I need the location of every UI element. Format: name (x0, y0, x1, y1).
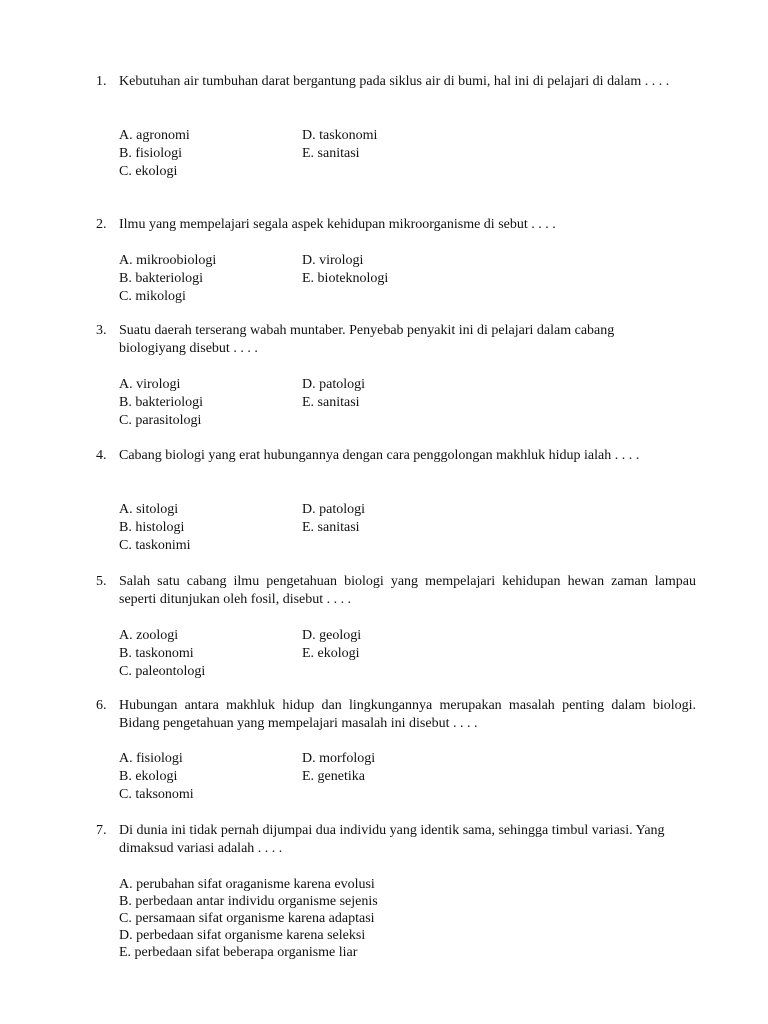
option-a: A. virologi (119, 377, 181, 392)
option-e: E. sanitasi (302, 520, 360, 535)
option-a: A. mikroobiologi (119, 253, 217, 268)
option-b: B. bakteriologi (119, 271, 203, 286)
question-number: 1. (96, 74, 107, 89)
option-c: C. mikologi (119, 289, 186, 304)
option-e: E. sanitasi (302, 395, 360, 410)
question-number: 7. (96, 823, 107, 838)
option-d: D. geologi (302, 628, 362, 643)
option-a: A. sitologi (119, 502, 179, 517)
option-c: C. parasitologi (119, 413, 202, 428)
question-stem: Hubungan antara makhluk hidup dan lingkungannya merupakan masalah penting dalam biologi. Bidang pengetahuan yang mempelajari masalah ini disebut . . . . (119, 698, 696, 731)
option-a: A. perubahan sifat oraganisme karena evolusi (119, 877, 375, 892)
option-a: A. zoologi (119, 628, 179, 643)
option-b: B. taskonomi (119, 646, 194, 661)
option-e: E. bioteknologi (302, 271, 389, 286)
question-stem: Salah satu cabang ilmu pengetahuan biologi yang mempelajari kehidupan hewan zaman lampau seperti ditunjukan oleh fosil, disebut . . . . (119, 574, 696, 607)
option-a: A. fisiologi (119, 751, 183, 766)
option-c: C. taskonimi (119, 538, 191, 553)
question-stem: Ilmu yang mempelajari segala aspek kehidupan mikroorganisme di sebut . . . . (119, 217, 556, 232)
option-d: D. taskonomi (302, 128, 378, 143)
option-c: C. ekologi (119, 164, 178, 179)
option-e: E. perbedaan sifat beberapa organisme liar (119, 945, 358, 960)
option-a: A. agronomi (119, 128, 190, 143)
question-number: 3. (96, 323, 107, 338)
option-d: D. virologi (302, 253, 364, 268)
option-d: D. patologi (302, 377, 365, 392)
option-e: E. ekologi (302, 646, 360, 661)
question-stem: Suatu daerah terserang wabah muntaber. Penyebab penyakit ini di pelajari dalam cabang biologiyang disebut . . . . (119, 323, 615, 356)
option-e: E. genetika (302, 769, 365, 784)
option-b: B. histologi (119, 520, 185, 535)
option-b: B. ekologi (119, 769, 178, 784)
question-stem: Di dunia ini tidak pernah dijumpai dua individu yang identik sama, sehingga timbul variasi. Yang dimaksud variasi adalah . . . . (119, 823, 665, 856)
option-d: D. perbedaan sifat organisme karena seleksi (119, 928, 366, 943)
option-b: B. perbedaan antar individu organisme sejenis (119, 894, 378, 909)
question-number: 2. (96, 217, 107, 232)
question-stem: Cabang biologi yang erat hubungannya dengan cara penggolongan makhluk hidup ialah . . . . (119, 448, 640, 463)
option-c: C. persamaan sifat organisme karena adaptasi (119, 911, 375, 926)
question-number: 4. (96, 448, 107, 463)
option-b: B. fisiologi (119, 146, 183, 161)
option-d: D. patologi (302, 502, 365, 517)
question-number: 5. (96, 574, 107, 589)
question-number: 6. (96, 698, 107, 713)
option-c: C. taksonomi (119, 787, 194, 802)
option-c: C. paleontologi (119, 664, 206, 679)
question-stem: Kebutuhan air tumbuhan darat bergantung pada siklus air di bumi, hal ini di pelajari di dalam . . . . (119, 74, 670, 89)
option-e: E. sanitasi (302, 146, 360, 161)
option-d: D. morfologi (302, 751, 376, 766)
option-b: B. bakteriologi (119, 395, 203, 410)
